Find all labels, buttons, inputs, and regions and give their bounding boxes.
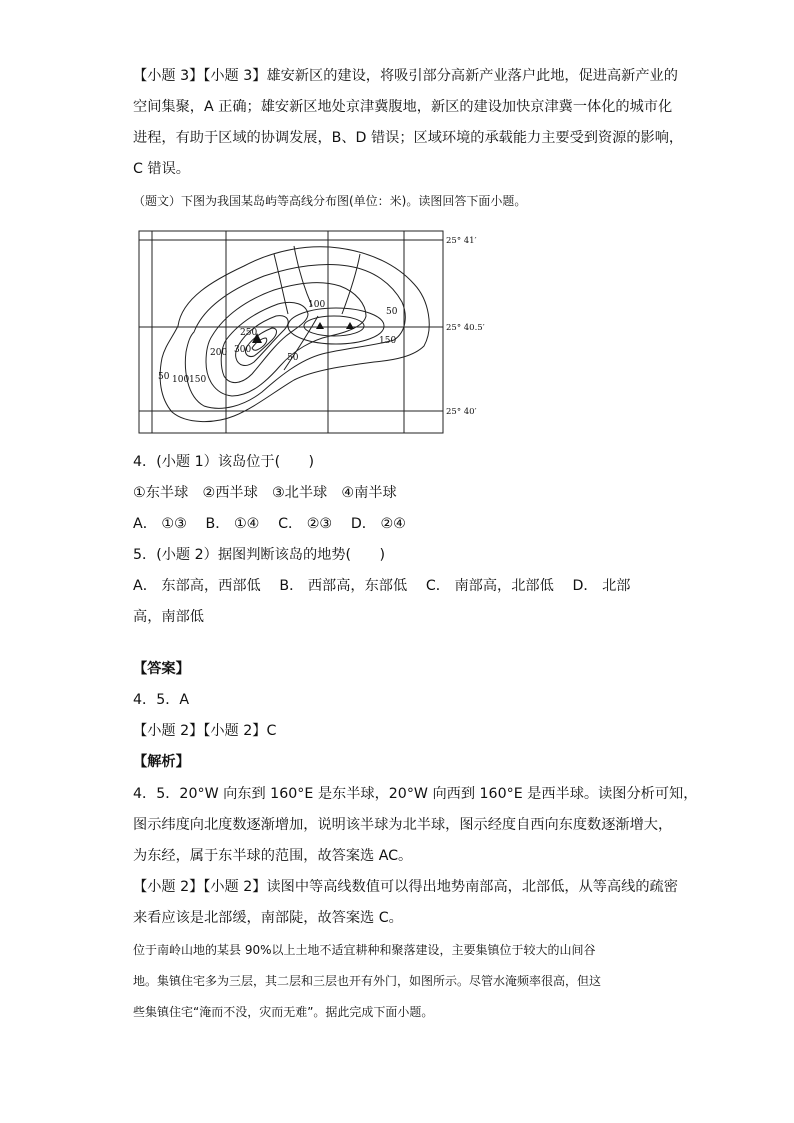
contour-label: 250 [240, 328, 258, 338]
q4-stem: 4．(小题 1）该岛位于( ) [133, 454, 315, 470]
q5-options-1: A． 东部高，西部低 B． 西部高，东部低 C． 南部高，北部低 D． 北部 [133, 578, 631, 594]
q5-stem: 5．(小题 2）据图判断该岛的地势( ) [133, 547, 385, 563]
coastline [160, 247, 429, 422]
next-intro-line-3: 些集镇住宅“淹而不没，灾而无难”。据此完成下面小题。 [133, 1005, 434, 1019]
analysis-line-4: 【小题 2】【小题 2】读图中等高线数值可以得出地势南部高，北部低，从等高线的疏密 [133, 879, 678, 895]
peak-symbol [346, 322, 354, 329]
answer-line-1: 4．5．A [133, 692, 190, 708]
q4-options: A． ①③ B． ①④ C． ②③ D． ②④ [133, 516, 406, 532]
contour-label: 50 [158, 372, 170, 382]
q5-options-2: 高，南部低 [133, 609, 204, 625]
answer-heading: 【答案】 [133, 661, 190, 677]
analysis-line-3: 为东经，属于东半球的范围，故答案选 AC。 [133, 848, 413, 864]
q4-items: ①东半球 ②西半球 ③北半球 ④南半球 [133, 485, 397, 501]
latitude-label: 25° 40.5′ [446, 323, 485, 333]
contour-label: 100 [308, 300, 326, 310]
contour-label: 200 [210, 348, 228, 358]
text-line-2: 空间集聚，A 正确；雄安新区地处京津冀腹地，新区的建设加快京津冀一体化的城市化 [133, 99, 673, 115]
analysis-line-1: 4．5．20°W 向东到 160°E 是东半球，20°W 向西到 160°E 是西半球。读图分析可知， [133, 786, 698, 802]
peak-symbol [316, 322, 324, 329]
contour-label: 50 [287, 353, 299, 363]
contour-label: 100 [172, 375, 190, 385]
contour-label: 300 [234, 345, 252, 355]
next-intro-line-1: 位于南岭山地的某县 90%以上土地不适宜耕种和聚落建设，主要集镇位于较大的山间谷 [133, 943, 596, 957]
latitude-label: 25° 40′ [446, 407, 477, 417]
latitude-label: 25° 41′ [446, 236, 477, 246]
text-line-4: C 错误。 [133, 161, 190, 177]
question-intro: （题文）下图为我国某岛屿等高线分布图(单位：米)。读图回答下面小题。 [133, 194, 527, 208]
contour-label: 150 [379, 336, 397, 346]
next-intro-line-2: 地。集镇住宅多为三层，其二层和三层也开有外门，如图所示。尽管水淹频率很高，但这 [133, 974, 602, 988]
text-line-1: 【小题 3】【小题 3】雄安新区的建设，将吸引部分高新产业落户此地，促进高新产业的 [133, 68, 678, 84]
answer-line-2: 【小题 2】【小题 2】C [133, 723, 277, 739]
analysis-line-2: 图示纬度向北度数逐渐增加，说明该半球为北半球，图示经度自西向东度数逐渐增大， [133, 817, 673, 833]
contour-label: 50 [386, 307, 398, 317]
text-line-3: 进程，有助于区域的协调发展，B、D 错误；区域环境的承载能力主要受到资源的影响， [133, 130, 684, 146]
island-contour-map [134, 228, 494, 436]
analysis-heading: 【解析】 [133, 754, 190, 770]
contour-label: 150 [189, 375, 207, 385]
analysis-line-5: 来看应该是北部缓，南部陡，故答案选 C。 [133, 910, 403, 926]
